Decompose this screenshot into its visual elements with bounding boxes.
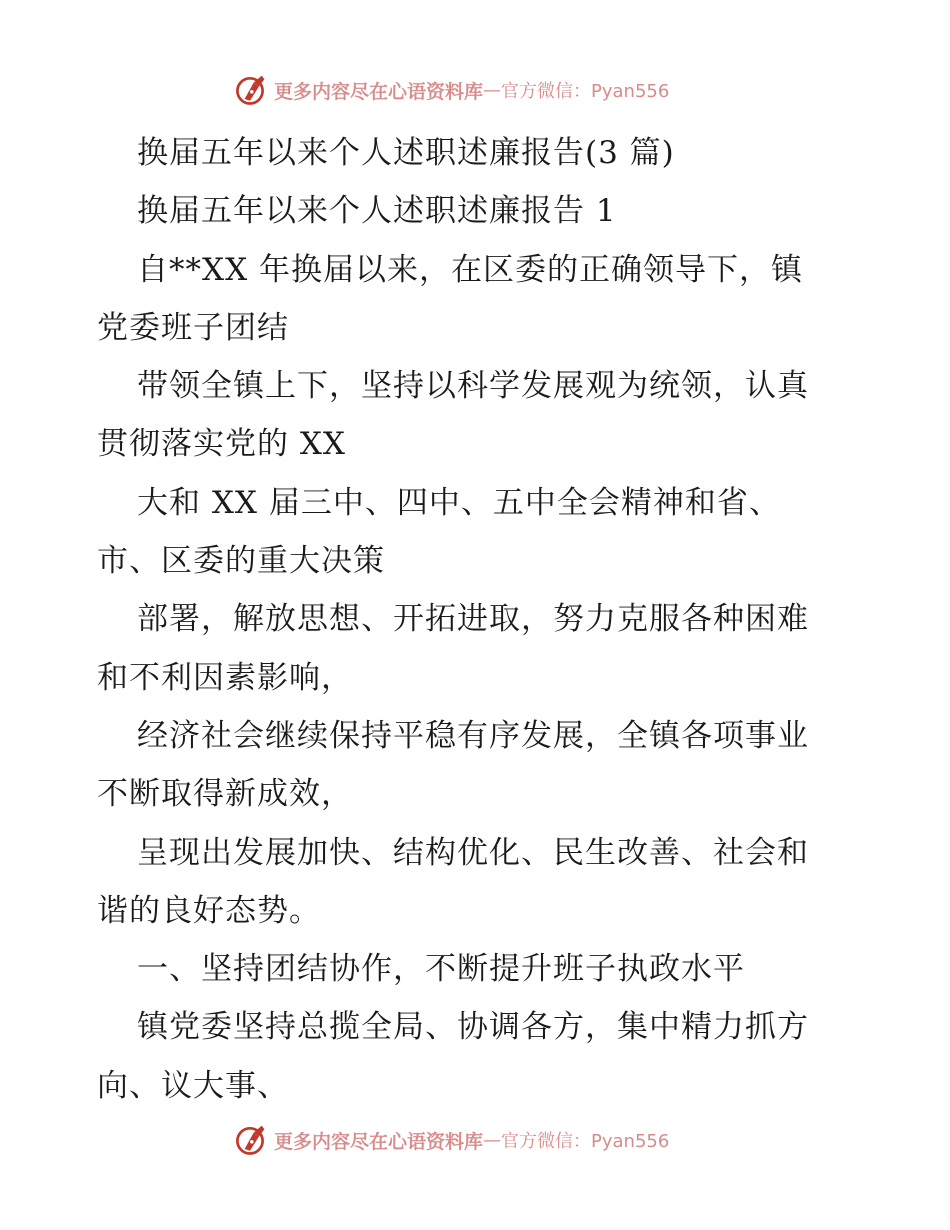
body-line: 带领全镇上下，坚持以科学发展观为统领，认真 [137, 368, 809, 405]
watermark-main-text: 更多内容尽在心语资料库 [274, 1130, 484, 1153]
body-line: 大和 XX 届三中、四中、五中全会精神和省、 [137, 484, 781, 521]
body-line: 镇党委坚持总揽全局、协调各方，集中精力抓方 [137, 1009, 809, 1046]
body-line: 向、议大事、 [97, 1067, 289, 1104]
body-line: 不断取得新成效， [97, 776, 353, 813]
watermark-banner-top [232, 70, 669, 110]
pen-logo-icon [232, 72, 268, 108]
body-line: 贯彻落实党的 XX [97, 426, 346, 463]
document-body [97, 124, 857, 1115]
body-line: 部署，解放思想、开拓进取，努力克服各种困难 [137, 601, 809, 638]
watermark-banner-bottom [232, 1120, 669, 1160]
watermark-sub-text: 官方微信：Pyan556 [501, 1131, 670, 1152]
body-line: 和不利因素影响， [97, 659, 353, 696]
section-heading: 换届五年以来个人述职述廉报告 1 [137, 193, 617, 230]
section-heading: 一、坚持团结协作，不断提升班子执政水平 [137, 951, 745, 988]
body-line: 经济社会继续保持平稳有序发展，全镇各项事业 [137, 717, 809, 754]
body-line: 党委班子团结 [97, 309, 289, 346]
body-line: 自**XX 年换届以来，在区委的正确领导下，镇 [137, 251, 803, 288]
document-title: 换届五年以来个人述职述廉报告(3 篇) [137, 135, 675, 171]
body-line: 呈现出发展加快、结构优化、民生改善、社会和 [137, 834, 809, 871]
pen-logo-icon [232, 1122, 268, 1158]
body-line: 谐的良好态势。 [97, 892, 321, 929]
watermark-dash: — [483, 79, 502, 101]
body-line: 市、区委的重大决策 [97, 543, 385, 580]
watermark-dash: — [483, 1129, 502, 1151]
watermark-sub-text: 官方微信：Pyan556 [501, 81, 670, 102]
watermark-main-text: 更多内容尽在心语资料库 [274, 80, 484, 103]
